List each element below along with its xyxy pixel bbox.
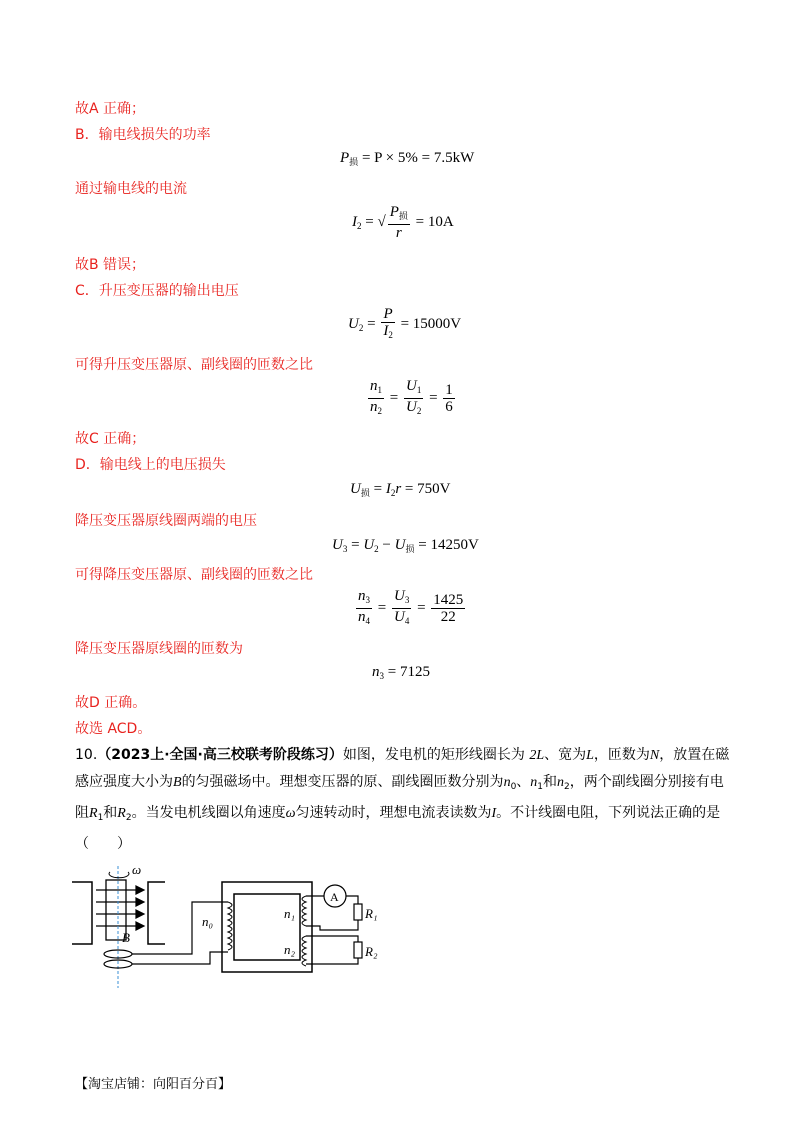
secondary-coil-1: [302, 896, 306, 926]
equation-voltage-loss: $U_损 = I_2r = 750V$: [350, 481, 451, 498]
line-d-ratio: 可得降压变压器原、副线圈的匝数之比: [75, 567, 313, 583]
resistor-r1: [354, 904, 362, 920]
line-a-correct: 故A 正确；: [75, 101, 146, 117]
n2-label: n₂: [284, 942, 296, 957]
line-b-head: B．输电线损失的功率: [75, 127, 211, 143]
line-d-head: D．输电线上的电压损失: [75, 457, 226, 473]
secondary-coil-2: [302, 936, 306, 966]
equation-turns-ratio-step-down: $\frac{n_3}{n_4}$ = $\frac{U_3}{U_4}$ = $\frac{1425}{22}$: [358, 588, 464, 626]
transformer-core-outer: [222, 882, 312, 972]
resistor-r2: [354, 942, 362, 958]
r1-label: R₁: [365, 906, 378, 921]
line-d-primary-voltage: 降压变压器原线圈两端的电压: [75, 513, 257, 529]
magnet-right-pole: [148, 882, 165, 944]
equation-output-voltage: $U_2$ = $\frac{P}{I_2}$ = 15000V: [348, 306, 462, 340]
n0-label: n₀: [202, 914, 214, 929]
line-b-current: 通过输电线的电流: [75, 181, 187, 197]
omega-label: ω: [132, 862, 142, 877]
primary-coil: [228, 902, 232, 950]
question-10: 10.（2023上·全国·高三校联考阶段练习）如图，发电机的矩形线圈长为 2L、宽为L，匝数为N，放置在磁感应强度大小为B的匀强磁场中。理想变压器的原、副线圈匝数分别为$n_0$、$n_1$和$n_2$，两个副线圈分别接有电阻$R_1$和$R_2$。当发电机线圈以角速度ω匀速转动时，理想电流表读数为I。不计线圈电阻，下列说法正确的是（ ）: [75, 747, 730, 852]
r2-label: R₂: [365, 944, 378, 959]
equation-primary-voltage: $U_3 = U_2 - U_损 = 14250V$: [332, 537, 479, 554]
line-d-correct: 故D 正确。: [75, 695, 147, 711]
line-c-head: C．升压变压器的输出电压: [75, 283, 239, 299]
n1-label: n₁: [284, 906, 296, 921]
field-label: B: [122, 930, 130, 945]
magnetic-field-lines: [96, 886, 144, 930]
equation-power-loss: $P_损 = P \times 5\% = 7.5kW$: [340, 150, 475, 167]
equation-current: $I_2$ = √ $\frac{P_损}{r}$ = 10A: [352, 204, 454, 241]
equation-turns-ratio-step-up: $\frac{n_1}{n_2}$ = $\frac{U_1}{U_2}$ = $\frac{1}{6}$: [370, 378, 453, 416]
line-c-correct: 故C 正确；: [75, 431, 146, 447]
line-b-wrong: 故B 错误；: [75, 257, 146, 273]
line-d-turns: 降压变压器原线圈的匝数为: [75, 641, 243, 657]
generator-wires: [132, 902, 228, 964]
equation-primary-turns: $n_3 = 7125$: [372, 664, 430, 681]
generator-transformer-diagram: [70, 860, 390, 990]
footer-shop-note: 【淘宝店铺：向阳百分百】: [75, 1077, 232, 1092]
magnet-left-pole: [72, 882, 92, 944]
line-choice: 故选 ACD。: [75, 721, 152, 737]
ammeter-label: A: [330, 890, 339, 904]
line-c-ratio: 可得升压变压器原、副线圈的匝数之比: [75, 357, 313, 373]
secondary-circuit-2: [306, 936, 358, 964]
rotation-arrow-icon: [109, 872, 129, 878]
